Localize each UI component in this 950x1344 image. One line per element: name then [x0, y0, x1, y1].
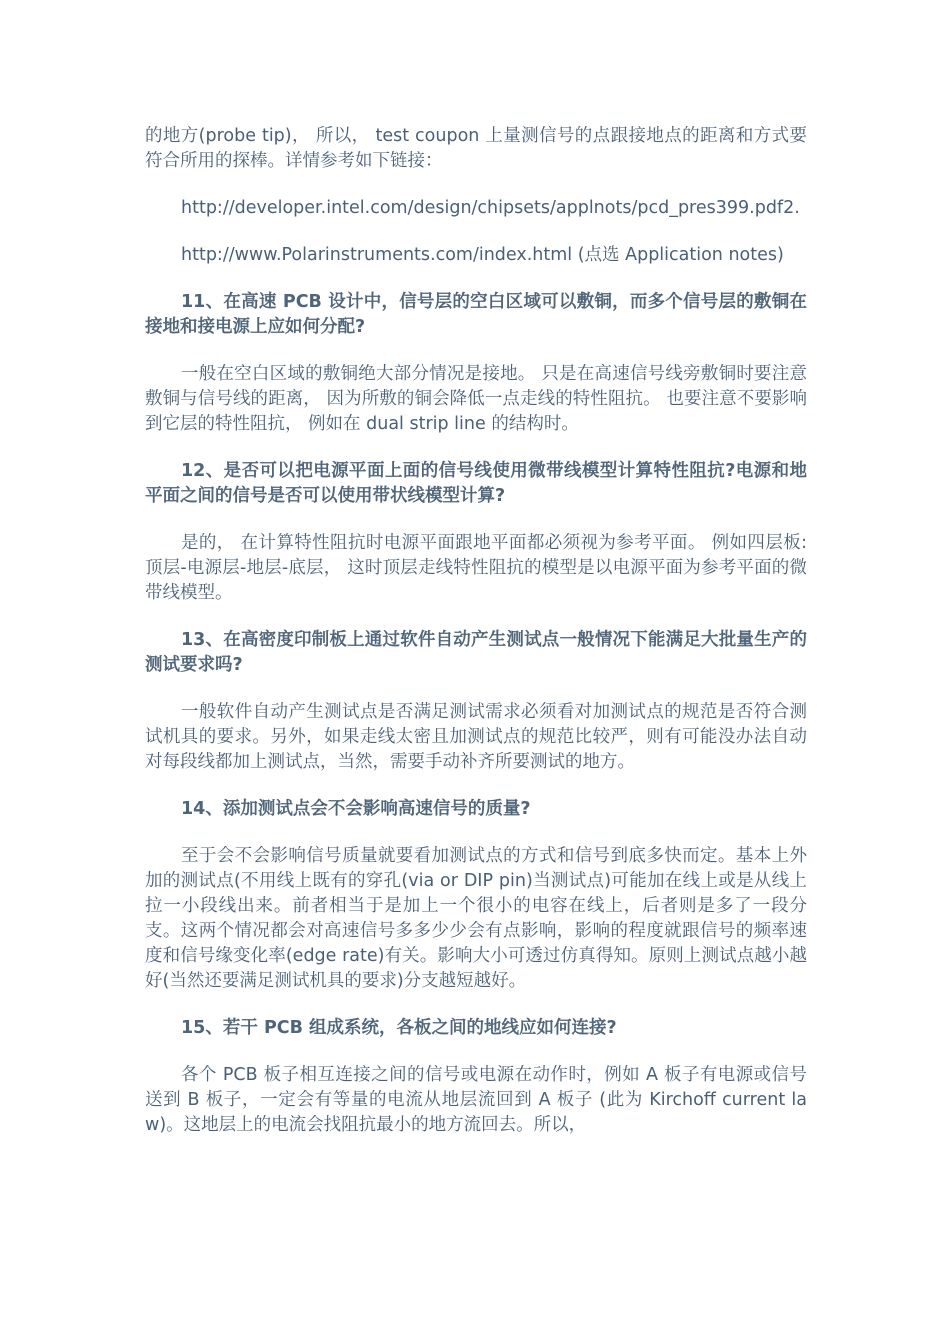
- question-12: 12、是否可以把电源平面上面的信号线使用微带线模型计算特性阻抗?电源和地平面之间的信号是否可以使用带状线模型计算?: [145, 461, 807, 506]
- polar-link[interactable]: http://www.Polarinstruments.com/index.html (点选 Application notes): [181, 245, 784, 265]
- question-11: 11、在高速 PCB 设计中，信号层的空白区域可以敷铜，而多个信号层的敷铜在接地和接电源上应如何分配?: [145, 292, 807, 337]
- document-body: [145, 124, 807, 1160]
- answer-12: 是的， 在计算特性阻抗时电源平面跟地平面都必须视为参考平面。 例如四层板: 顶层-电源层-地层-底层， 这时顶层走线特性阻抗的模型是以电源平面为参考平面的微带线模型。: [145, 533, 807, 603]
- question-14: 14、添加测试点会不会影响高速信号的质量?: [181, 799, 531, 819]
- intel-link[interactable]: http://developer.intel.com/design/chipsets/applnots/pcd_pres399.pdf2.: [181, 198, 800, 218]
- answer-15: 各个 PCB 板子相互连接之间的信号或电源在动作时，例如 A 板子有电源或信号送到 B 板子，一定会有等量的电流从地层流回到 A 板子 (此为 Kirchoff current law)。这地层上的电流会找阻抗最小的地方流回去。所以，: [145, 1065, 807, 1135]
- answer-11: 一般在空白区域的敷铜绝大部分情况是接地。 只是在高速信号线旁敷铜时要注意敷铜与信号线的距离， 因为所敷的铜会降低一点走线的特性阻抗。 也要注意不要影响到它层的特性阻抗， 例如在 dual strip line 的结构时。: [145, 364, 807, 434]
- intro-paragraph: 的地方(probe tip)， 所以， test coupon 上量测信号的点跟接地点的距离和方式要符合所用的探棒。详情参考如下链接：: [145, 126, 807, 171]
- question-15: 15、若干 PCB 组成系统，各板之间的地线应如何连接?: [181, 1018, 617, 1038]
- answer-14: 至于会不会影响信号质量就要看加测试点的方式和信号到底多快而定。基本上外加的测试点(不用线上既有的穿孔(via or DIP pin)当测试点)可能加在线上或是从线上拉一小段线出来。前者相当于是加上一个很小的电容在线上，后者则是多了一段分支。这两个情况都会对高速信号多多少少会有点影响，影响的程度就跟信号的频率速度和信号缘变化率(edge rate)有关。影响大小可透过仿真得知。原则上测试点越小越好(当然还要满足测试机具的要求)分支越短越好。: [145, 846, 807, 991]
- answer-13: 一般软件自动产生测试点是否满足测试需求必须看对加测试点的规范是否符合测试机具的要求。另外，如果走线太密且加测试点的规范比较严，则有可能没办法自动对每段线都加上测试点，当然，需要手动补齐所要测试的地方。: [145, 702, 807, 772]
- question-13: 13、在高密度印制板上通过软件自动产生测试点一般情况下能满足大批量生产的测试要求吗?: [145, 630, 807, 675]
